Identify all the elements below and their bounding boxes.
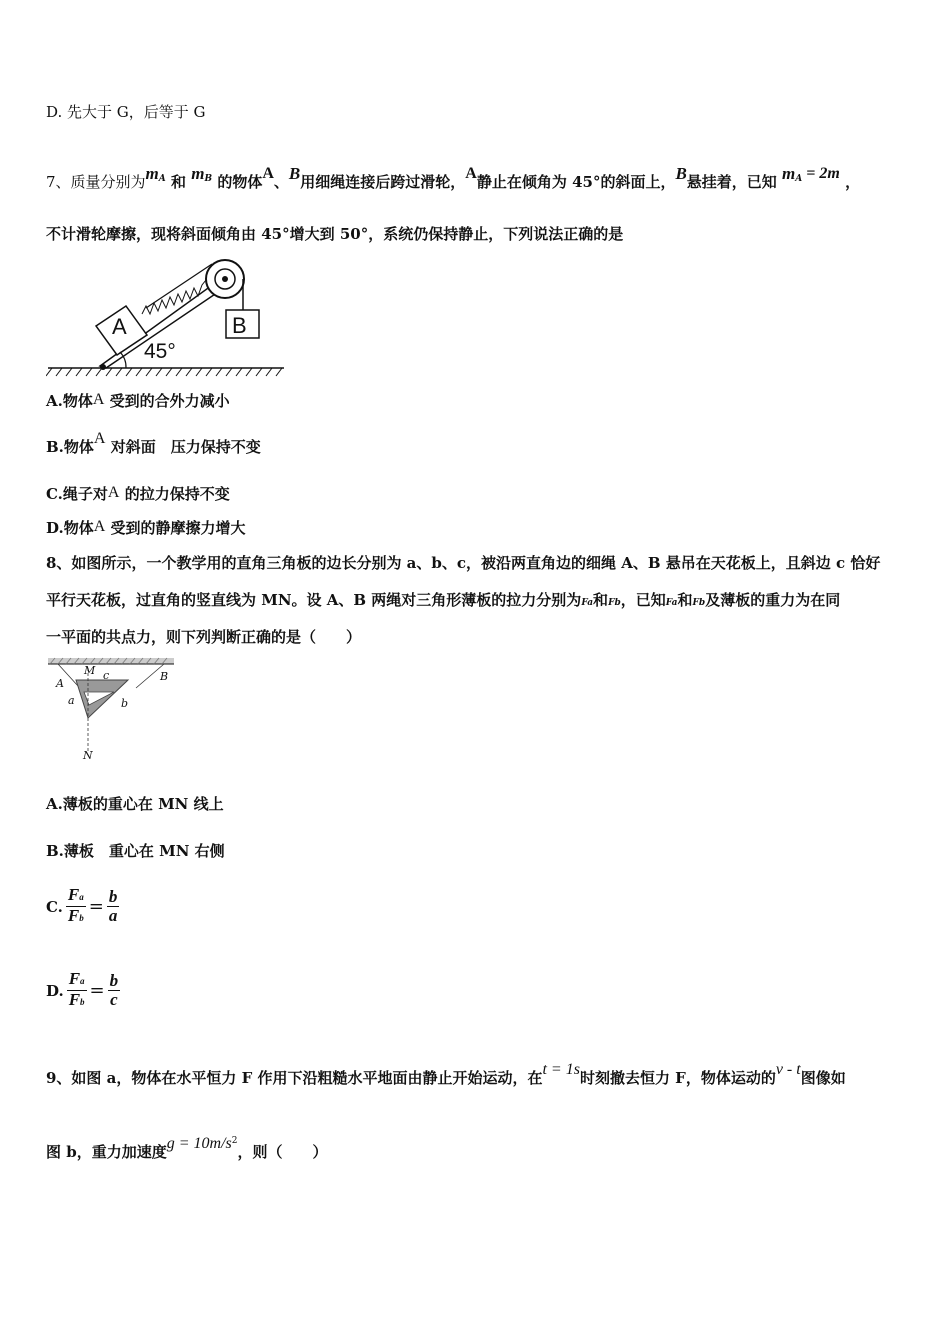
q7-stem-line2: 不计滑轮摩擦，现将斜面倾角由 45°增大到 50°，系统仍保持静止，下列说法正确的是 <box>46 225 624 243</box>
label-a-rope: A <box>56 677 64 690</box>
fraction-fa-fb: $\frac{Fa}{Fb}$ <box>67 885 84 925</box>
label-b: b <box>121 697 129 710</box>
label-m: M <box>84 664 96 677</box>
block-b-label: B <box>232 313 247 338</box>
fraction-fa-fb: $\frac{Fa}{Fb}$ <box>68 969 85 1009</box>
q8-stem-line2: 平行天花板，过直角的竖直线为 MN。设 A、B 两绳对三角形薄板的拉力分别为Fa和Fb，已知Fa和Fb及薄板的重力为在同 <box>46 591 841 609</box>
q9-stem-line1: 9、如图 a，物体在水平恒力 F 作用下沿粗糙水平地面由静止开始运动，在t = 1s时刻撤去恒力 F，物体运动的v - t图像如 <box>46 1061 846 1087</box>
q8-option-b: B.薄板 重心在 MN 右侧 <box>46 842 225 860</box>
q7-option-c: C.绳子对A 的拉力保持不变 <box>46 484 230 503</box>
q8-option-c: C. $\frac{Fa}{Fb}$ = $\frac{b}{a}$ <box>46 885 118 925</box>
fraction-b-a: $\frac{b}{a}$ <box>108 887 118 925</box>
q8-option-d: D. $\frac{Fa}{Fb}$ = $\frac{b}{c}$ <box>46 969 119 1009</box>
q9-stem-line2: 图 b，重力加速度$g = 10m/s^2$，则（ ） <box>46 1135 328 1161</box>
label-a: a <box>68 694 75 707</box>
label-c: c <box>103 669 110 682</box>
label-n: N <box>83 749 93 762</box>
q7-stem-line1: 7、质量分别为$m^A$ 和 $m^B$ 的物体A、B用细绳连接后跨过滑轮，A静止在倾角为 45°的斜面上，B悬挂着，已知 $m^A = 2m$ ， <box>46 164 861 191</box>
q7-option-d: D.物体A 受到的静摩擦力增大 <box>46 518 246 537</box>
angle-label: 45° <box>144 340 176 363</box>
q8-triangle-figure <box>46 656 178 764</box>
label-b-rope: B <box>160 670 169 683</box>
q8-option-a: A.薄板的重心在 MN 线上 <box>46 795 224 813</box>
block-a-label: A <box>112 314 127 339</box>
q8-stem-line3: 一平面的共点力，则下列判断正确的是（ ） <box>46 628 362 646</box>
q8-stem-line1: 8、如图所示，一个教学用的直角三角板的边长分别为 a、b、c，被沿两直角边的细绳 A、B 悬吊在天花板上，且斜边 c 恰好 <box>46 554 881 572</box>
q7-option-b: B.物体A 对斜面 压力保持不变 <box>46 430 261 456</box>
q6-option-d: D. 先大于 G，后等于 G <box>46 103 206 121</box>
q7-option-a: A.物体A 受到的合外力减小 <box>46 391 230 410</box>
fraction-b-c: $\frac{b}{c}$ <box>109 971 119 1009</box>
